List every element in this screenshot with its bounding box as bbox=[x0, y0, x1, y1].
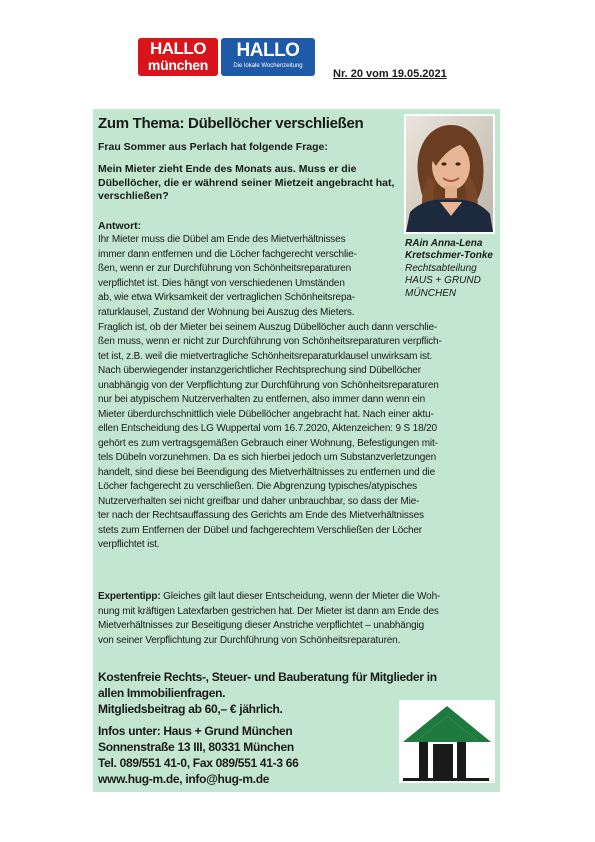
text-line: Löcher fachgerecht zu verschließen. Die Abgrenzung typisches/atypisches bbox=[98, 481, 417, 492]
tip-line-first bbox=[98, 590, 440, 605]
text-line: Nutzerverhalten sei nicht greifbar und daher unbrauchbar, so dass der Mie- bbox=[98, 495, 420, 507]
issue-date: Nr. 20 vom 19.05.2021 bbox=[333, 68, 447, 80]
haus-und-grund-logo bbox=[399, 700, 495, 783]
article-asker: Frau Sommer aus Perlach hat folgende Frage: bbox=[98, 141, 328, 153]
tip-line: nung mit kräftigen Latexfarben gestrichen hat. Der Mieter ist dann am Ende des bbox=[98, 605, 439, 617]
contact-info bbox=[98, 723, 299, 787]
author-role-line3: MÜNCHEN bbox=[405, 287, 457, 299]
tip-label: Expertentipp: bbox=[98, 591, 161, 602]
contact-address: Sonnenstraße 13 III, 80331 München bbox=[98, 740, 294, 754]
text-line: ter nach der Rechtsauffassung des Gerichts am Ende des Mietverhältnisses bbox=[98, 510, 424, 521]
text-line: Nach überwiegender instanzgerichtlicher Rechtsprechung sind Dübellöcher bbox=[98, 365, 421, 376]
text-line: unabhängig von der Verpflichtung zur Durchführung von Schönheitsreparaturen bbox=[98, 379, 439, 391]
text-line: ellen Entscheidung des LG Wuppertal vom 16.7.2020, Aktenzeichen: 9 S 18/20 bbox=[98, 423, 437, 434]
author-name-line1: RAin Anna-Lena bbox=[405, 238, 483, 249]
text-line: gehört es zum vertragsgemäßen Gebrauch einer Wohnung, Befestigungen mit- bbox=[98, 437, 438, 449]
hallo-muenchen-logo bbox=[138, 38, 218, 76]
article-title: Zum Thema: Dübellöcher verschließen bbox=[98, 115, 364, 132]
article-question: Mein Mieter zieht Ende des Monats aus. Muss er die Dübellöcher, die er während seiner Mietzeit angebracht hat, verschließen? bbox=[98, 163, 395, 202]
tip-line: Mietverhältnisses zur Beseitigung dieser Anstriche verpflichtet – unabhängig bbox=[98, 620, 425, 631]
tip-line: Gleiches gilt laut dieser Entscheidung, wenn der Mieter die Woh- bbox=[160, 591, 441, 602]
contact-line: Infos unter: Haus + Grund München bbox=[98, 724, 293, 738]
hallo-wochenzeitung-logo bbox=[221, 38, 315, 76]
advert-line: allen Immobilienfragen. bbox=[98, 686, 226, 700]
text-line: verpflichtet ist. bbox=[98, 539, 160, 550]
text-line: Mieter überdurchschnittlich viele Dübellöcher angebracht hat. Nach einer aktu- bbox=[98, 408, 434, 420]
advert-line: Mitgliedsbeitrag ab 60,– € jährlich. bbox=[98, 702, 283, 716]
logo-blue-line1: HALLO bbox=[236, 40, 300, 61]
tip-line: von seiner Verpflichtung zur Durchführung von Schönheitsreparaturen. bbox=[98, 634, 401, 646]
text-line: Fraglich ist, ob der Mieter bei seinem Auszug Dübellöcher auch dann verschlie- bbox=[98, 321, 438, 333]
text-line: tels Dübeln vorzunehmen. Da es sich hierbei jedoch um Substanzverletzungen bbox=[98, 452, 436, 463]
text-line: ßen, wenn er zur Durchführung von Schönheitsreparaturen bbox=[98, 263, 352, 274]
membership-advert bbox=[98, 669, 437, 717]
text-line: Ihr Mieter muss die Dübel am Ende des Mietverhältnisses bbox=[98, 234, 346, 245]
author-name-line2: Kretschmer-Tonke bbox=[405, 250, 493, 262]
answer-text-wide bbox=[98, 306, 442, 553]
text-line: handelt, sind diese bei Beendigung des Mietverhältnisses zu entfernen und die bbox=[98, 466, 436, 478]
text-line: verpflichtet ist. Dies hängt von verschiedenen Umständen bbox=[98, 277, 345, 289]
author-caption bbox=[405, 238, 499, 300]
text-line: ab, wie etwa Wirksamkeit der vertraglichen Schönheitsrepa- bbox=[98, 292, 355, 303]
author-portrait-image bbox=[406, 116, 493, 232]
author-photo bbox=[404, 114, 495, 234]
author-role-line2: HAUS + GRUND bbox=[405, 275, 481, 287]
contact-web: www.hug-m.de, info@hug-m.de bbox=[98, 772, 270, 786]
text-line: nur bei atypischem Nutzerverhalten zu entfernen, also immer dann wenn ein bbox=[98, 394, 426, 405]
logo-red-line1: HALLO bbox=[149, 39, 207, 58]
answer-text-narrow bbox=[98, 233, 357, 306]
text-line: stets zum Entfernen der Dübel und fachgerechtem Verschließen der Löcher bbox=[98, 524, 422, 536]
expert-tip bbox=[98, 590, 440, 648]
logo-blue-line2: Die lokale Wochenzeitung bbox=[233, 63, 303, 69]
text-line: ßen muss, wenn er nicht zur Durchführung von Schönheitsreparaturen verpflich- bbox=[98, 336, 442, 347]
text-line: raturklausel, Zustand der Wohnung bei Auszug des Mieters. bbox=[98, 307, 355, 318]
contact-phone: Tel. 089/551 41-0, Fax 089/551 41-3 66 bbox=[98, 756, 299, 770]
answer-heading: Antwort: bbox=[98, 220, 142, 232]
logo-red-line2: münchen bbox=[147, 57, 209, 73]
house-logo-icon bbox=[399, 700, 495, 783]
author-role-line1: Rechtsabteilung bbox=[405, 262, 477, 274]
text-line: tet ist, z.B. weil die mietvertragliche Schönheitsreparaturklausel unwirksam ist. bbox=[98, 350, 433, 362]
advert-line: Kostenfreie Rechts-, Steuer- und Bauberatung für Mitglieder in bbox=[98, 670, 437, 684]
text-line: immer dann entfernen und die Löcher fachgerecht verschlie- bbox=[98, 248, 357, 260]
